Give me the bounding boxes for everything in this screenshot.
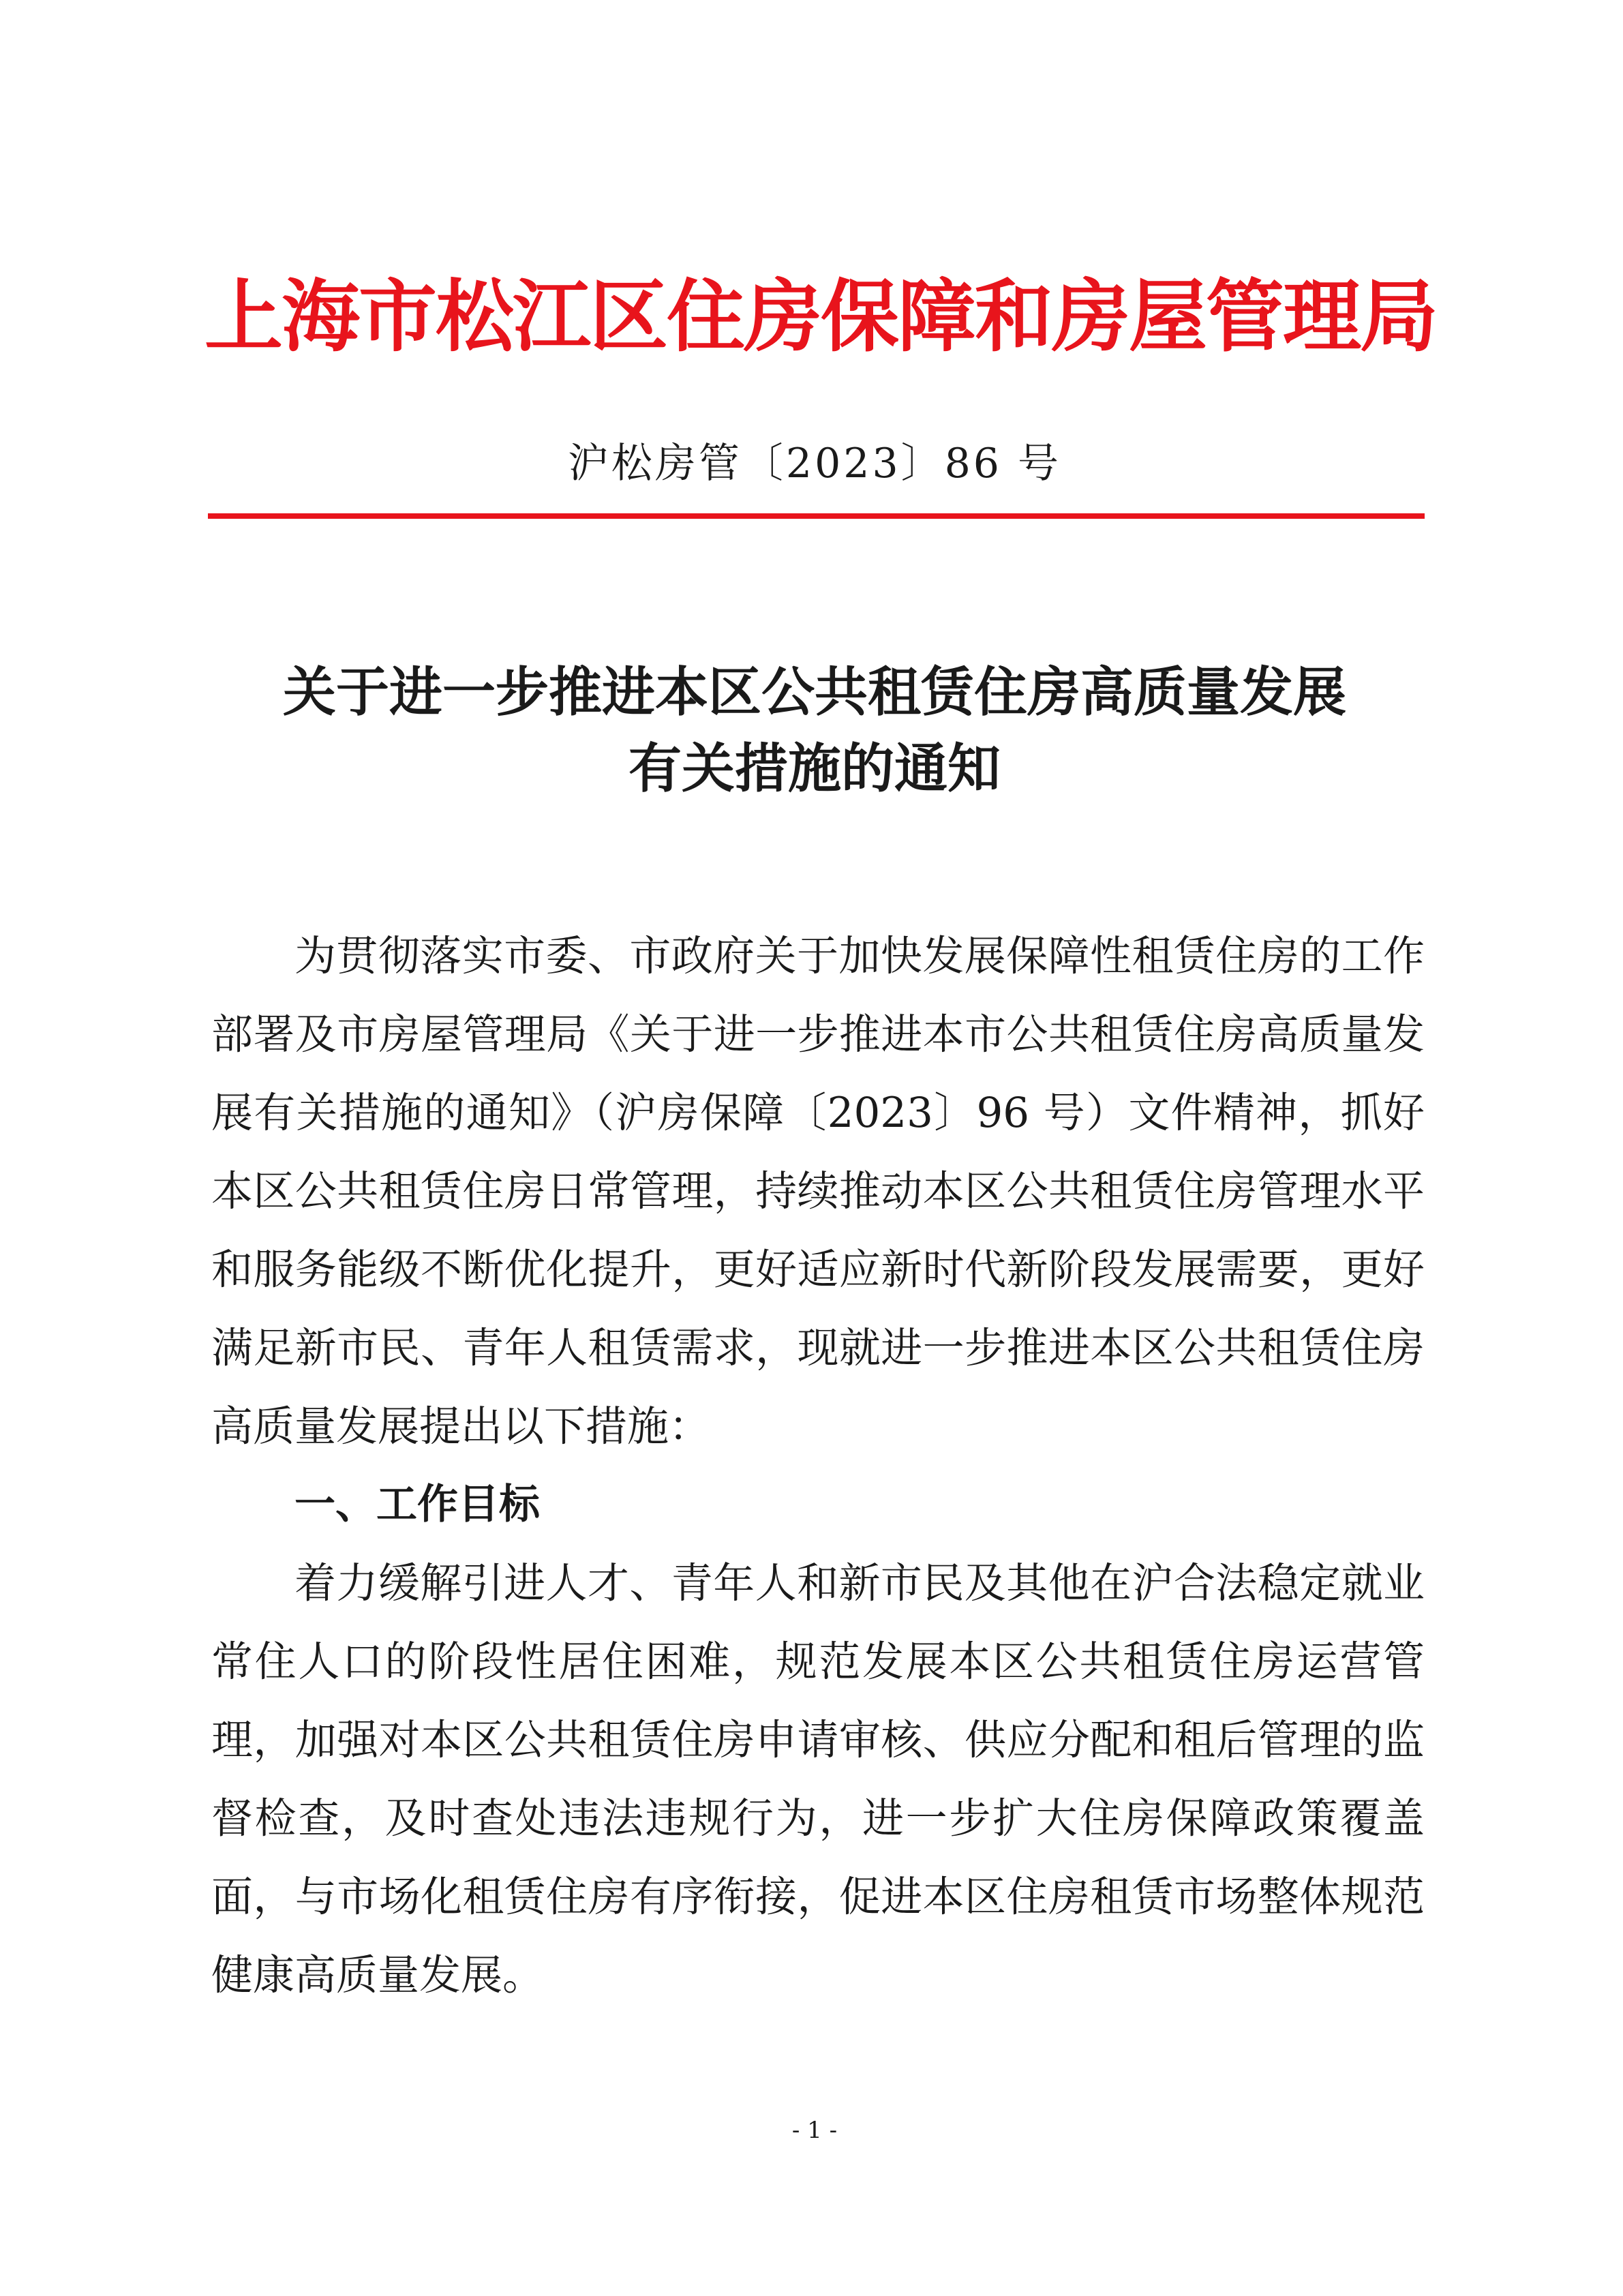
issuing-authority-title: 上海市松江区住房保障和房屋管理局 <box>204 271 1438 363</box>
intro-paragraph: 为贯彻落实市委、市政府关于加快发展保障性租赁住房的工作部署及市房屋管理局《关于进一步推进本市公共租赁住房高质量发展有关措施的通知》（沪房保障〔2023〕96 号）文件精神，抓好本区公共租赁住房日常管理，持续推动本区公共租赁住房管理水平和服务能级不断优化提升，更好适应新时代新阶段发展需要，更好满足新市民、青年人租赁需求，现就进一步推进本区公共租赁住房高质量发展提出以下措施： <box>211 932 1425 1451</box>
section-paragraph: 着力缓解引进人才、青年人和新市民及其他在沪合法稳定就业常住人口的阶段性居住困难，规范发展本区公共租赁住房运营管理，加强对本区公共租赁住房申请审核、供应分配和租后管理的监督检查，及时查处违法违规行为，进一步扩大住房保障政策覆盖面，与市场化租赁住房有序衔接，促进本区住房租赁市场整体规范健康高质量发展。 <box>211 1559 1425 1999</box>
notice-title-line-2: 有关措施的通知 <box>628 738 1001 800</box>
notice-title-line-1: 关于进一步推进本区公共租赁住房高质量发展 <box>282 662 1346 723</box>
red-separator-line <box>208 513 1425 519</box>
document-body <box>211 917 1425 2014</box>
document-number: 沪松房管〔2023〕86 号 <box>567 440 1062 487</box>
section-heading: 一、工作目标 <box>294 1481 540 1528</box>
notice-title <box>204 654 1425 807</box>
page-number: - 1 - <box>791 2117 838 2144</box>
